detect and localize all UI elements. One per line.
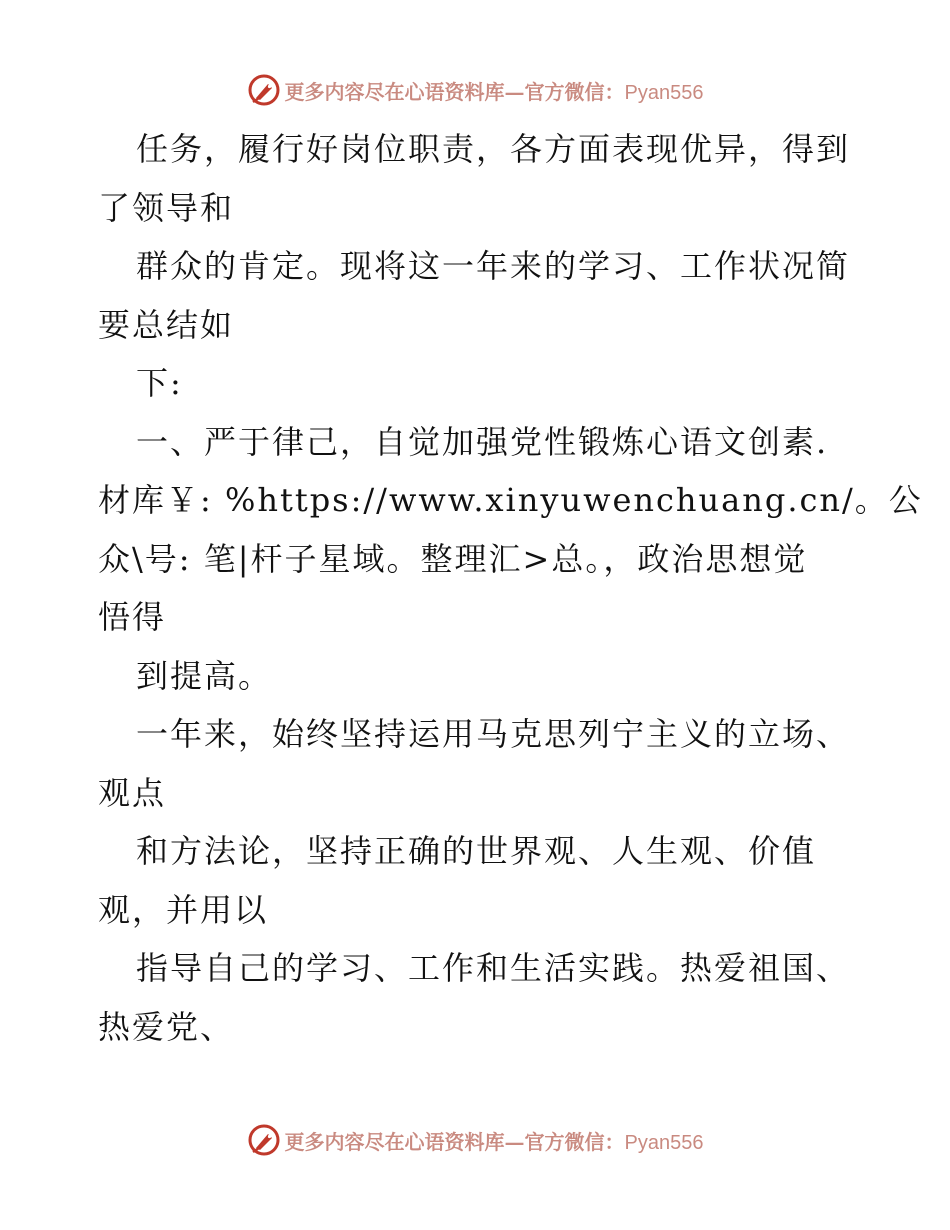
- text-line: 材库￥: %https://www.xinyuwenchuang.cn/。公: [98, 481, 923, 519]
- document-body: [98, 120, 923, 1056]
- header-banner: [0, 70, 950, 110]
- text-line: 一年来，始终坚持运用马克思列宁主义的立场、: [136, 715, 851, 753]
- text-line: 观点: [98, 773, 167, 812]
- text-line: 到提高。: [136, 656, 273, 695]
- text-line: 观，并用以: [98, 890, 269, 929]
- footer-wechat-account: Pyan556: [624, 1131, 704, 1154]
- text-line: 了领导和: [98, 188, 235, 227]
- text-line: 一、严于律己，自觉加强党性锻炼心语文创素.: [136, 422, 829, 461]
- text-line: 和方法论，坚持正确的世界观、人生观、价值: [136, 832, 817, 870]
- text-line: 群众的肯定。现将这一年来的学习、工作状况简: [136, 247, 851, 285]
- text-line: 下:: [136, 364, 183, 402]
- footer-banner: [0, 1120, 950, 1160]
- header-wechat-account: Pyan556: [624, 81, 704, 104]
- text-line: 要总结如: [98, 305, 235, 344]
- pen-nib-logo-icon: [247, 1123, 281, 1157]
- text-line: 热爱党、: [98, 1007, 235, 1046]
- text-line: 任务，履行好岗位职责，各方面表现优异，得到: [136, 130, 851, 168]
- text-line: 指导自己的学习、工作和生活实践。热爱祖国、: [136, 949, 851, 987]
- text-line: 众\号: 笔|杆子星域。整理汇>总。，政治思想觉: [98, 539, 808, 578]
- text-line: 悟得: [98, 598, 167, 636]
- pen-nib-logo-icon: [247, 73, 281, 107]
- footer-banner-text: 更多内容尽在心语资料库—官方微信：Pyan556: [284, 1129, 704, 1154]
- header-banner-text: 更多内容尽在心语资料库—官方微信：Pyan556: [284, 79, 704, 104]
